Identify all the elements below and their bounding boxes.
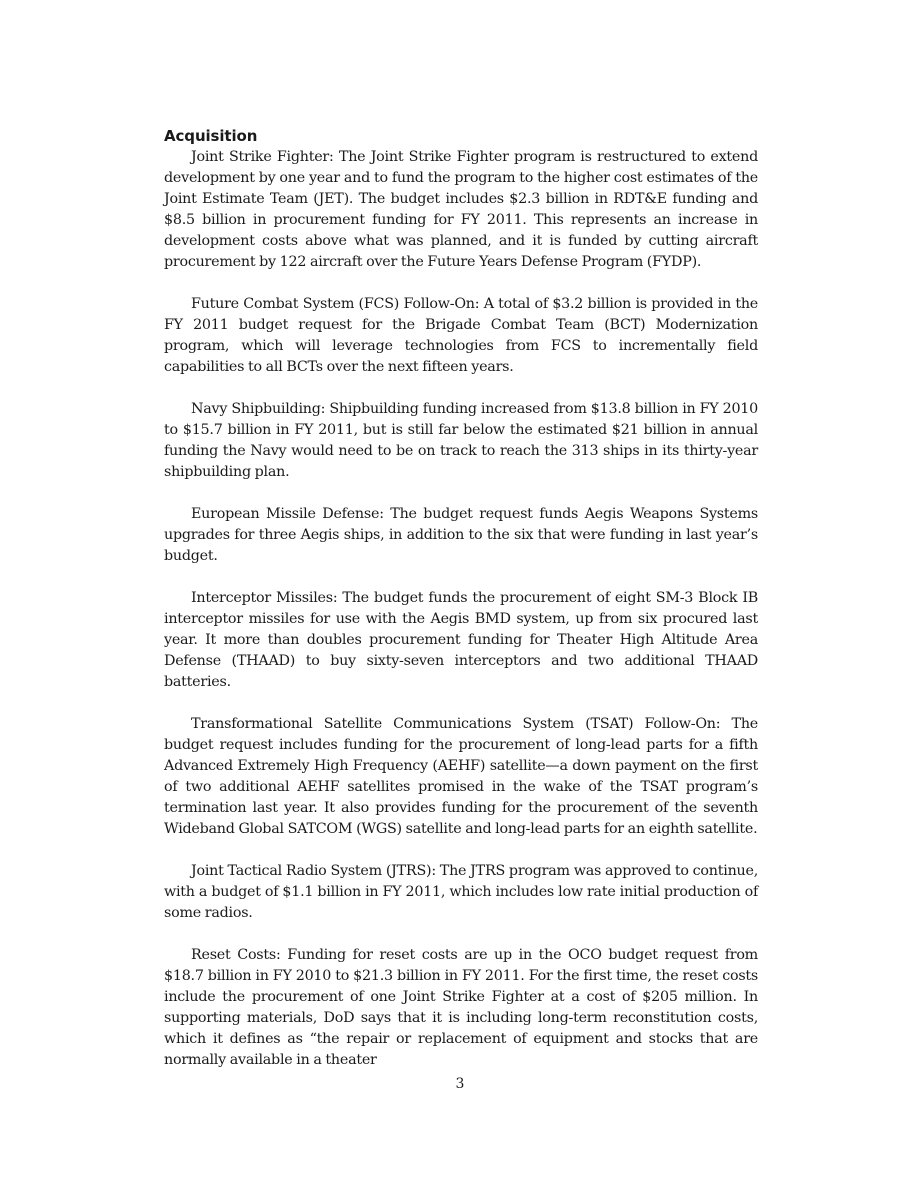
paragraph-future-combat-system: Future Combat System (FCS) Follow-On: A total of $3.2 billion is provided in the FY 2011 budget request for the Brigade Combat Team (BCT) Modernization program, which will leverage technologies from FCS to incrementally field capabilities to all BCTs over the next fifteen years. [164,296,758,375]
paragraph-tsat-follow-on: Transformational Satellite Communications System (TSAT) Follow-On: The budget request includes funding for the procurement of long-lead parts for a fifth Advanced Extremely High Frequency (AEHF) satellite—a down payment on the first of two additional AEHF satellites promised in the wake of the TSAT program’s termination last year. It also provides funding for the procurement of the seventh Wideband Global SATCOM (WGS) satellite and long-lead parts for an eighth satellite. [164,716,758,837]
page-number: 3 [455,1076,465,1092]
paragraph-joint-strike-fighter: Joint Strike Fighter: The Joint Strike Fighter program is restructured to extend development by one year and to fund the program to the higher cost estimates of the Joint Estimate Team (JET). The budget includes $2.3 billion in RDT&E funding and $8.5 billion in procurement funding for FY 2011. This represents an increase in development costs above what was planned, and it is funded by cutting aircraft procurement by 122 aircraft over the Future Years Defense Program (FYDP). [164,149,758,270]
section-heading: Acquisition [164,127,258,145]
paragraph-jtrs: Joint Tactical Radio System (JTRS): The JTRS program was approved to continue, with a budget of $1.1 billion in FY 2011, which includes low rate initial production of some radios. [164,863,758,921]
paragraph-interceptor-missiles: Interceptor Missiles: The budget funds the procurement of eight SM-3 Block IB interceptor missiles for use with the Aegis BMD system, up from six procured last year. It more than doubles procurement funding for Theater High Altitude Area Defense (THAAD) to buy sixty-seven interceptors and two additional THAAD batteries. [164,590,758,690]
paragraph-navy-shipbuilding: Navy Shipbuilding: Shipbuilding funding increased from $13.8 billion in FY 2010 to $15.7 billion in FY 2011, but is still far below the estimated $21 billion in annual funding the Navy would need to be on track to reach the 313 ships in its thirty-year shipbuilding plan. [164,401,758,480]
paragraph-reset-costs: Reset Costs: Funding for reset costs are up in the OCO budget request from $18.7 billion in FY 2010 to $21.3 billion in FY 2011. For the first time, the reset costs include the procurement of one Joint Strike Fighter at a cost of $205 million. In supporting materials, DoD says that it is including long-term reconstitution costs, which it defines as “the repair or replacement of equipment and stocks that are normally available in a theater [164,947,758,1068]
paragraph-european-missile-defense: European Missile Defense: The budget request funds Aegis Weapons Systems upgrades for three Aegis ships, in addition to the six that were funding in last year’s budget. [164,506,758,564]
document-page [164,126,758,1071]
